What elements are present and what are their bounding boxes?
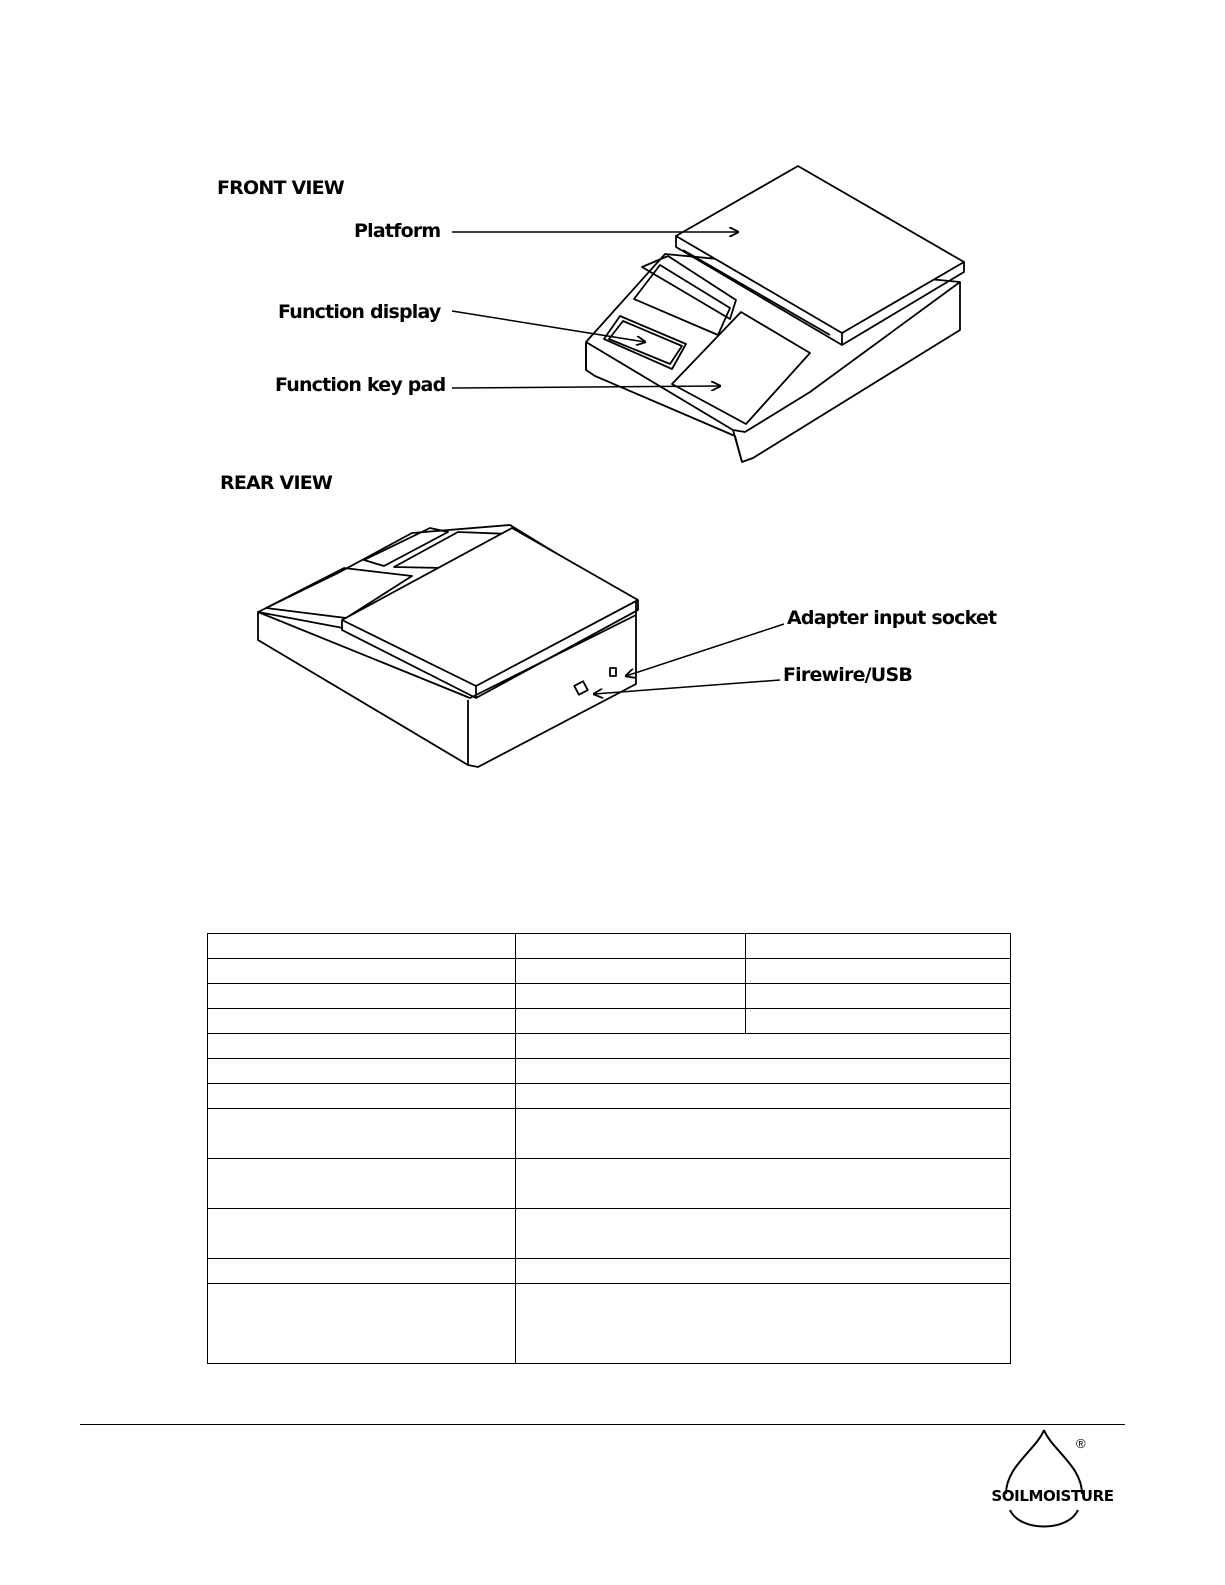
table-row [208,1259,1011,1284]
table-cell [208,1109,516,1159]
table-cell [516,984,746,1009]
front-view-drawing [586,166,964,462]
soilmoisture-logo [980,1428,1125,1538]
table-row [208,1034,1011,1059]
table-cell [516,1084,1011,1109]
table-row [208,1059,1011,1084]
table-cell [746,984,1011,1009]
table-row [208,1109,1011,1159]
label-function-key-pad: Function key pad [275,374,446,396]
label-adapter-input-socket: Adapter input socket [787,607,997,629]
table-row [208,984,1011,1009]
table-row [208,1084,1011,1109]
table-cell [516,1284,1011,1364]
table-cell [208,1284,516,1364]
label-function-display: Function display [278,301,441,323]
table-row [208,1009,1011,1034]
table-cell [516,1009,746,1034]
table-cell [208,1084,516,1109]
logo-text: SOILMOISTURE [991,1487,1114,1505]
table-cell [746,1009,1011,1034]
footer-rule [80,1424,1125,1425]
table-row [208,1159,1011,1209]
table-row [208,934,1011,959]
table-cell [516,1034,1011,1059]
table-cell [746,934,1011,959]
table-cell [208,1059,516,1084]
rear-view-drawing [258,525,638,767]
label-platform: Platform [354,220,441,242]
table-cell [208,1259,516,1284]
table-cell [208,1034,516,1059]
table-cell [208,1009,516,1034]
rear-view-heading: REAR VIEW [220,472,333,494]
table-cell [516,934,746,959]
table-row [208,1209,1011,1259]
specification-table [207,933,1011,1364]
table-cell [516,1059,1011,1084]
table-cell [208,1209,516,1259]
table-cell [746,959,1011,984]
table-cell [516,1159,1011,1209]
table-cell [516,1259,1011,1284]
table-row [208,1284,1011,1364]
table-cell [208,959,516,984]
table-cell [516,1209,1011,1259]
table-cell [208,1159,516,1209]
front-view-heading: FRONT VIEW [217,177,344,199]
table-cell [208,984,516,1009]
registered-mark: ® [1076,1436,1086,1451]
water-drop-icon [980,1428,1125,1538]
label-firewire-usb: Firewire/USB [783,664,913,686]
table-cell [516,959,746,984]
table-cell [516,1109,1011,1159]
table-row [208,959,1011,984]
table-cell [208,934,516,959]
